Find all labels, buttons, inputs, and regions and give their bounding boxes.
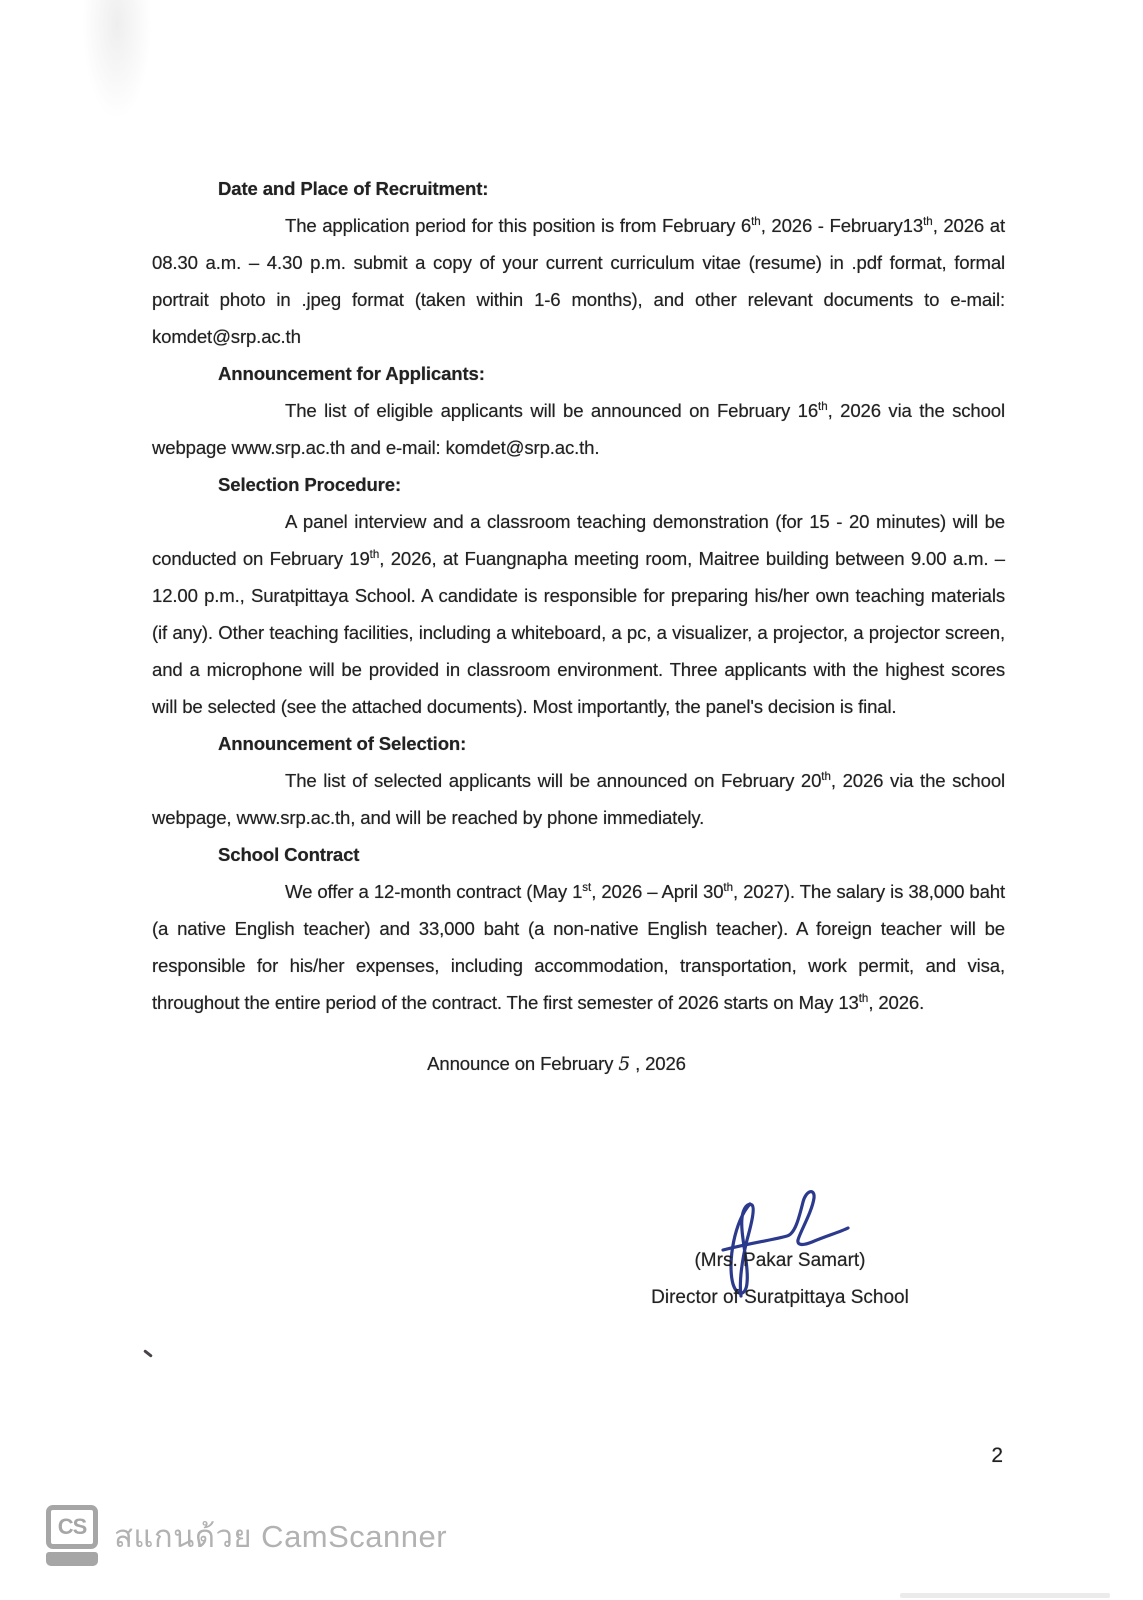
scan-edge-shadow <box>900 1593 1110 1598</box>
camscanner-watermark-text: สแกนด้วย CamScanner <box>114 1519 448 1554</box>
section-paragraph: The list of selected applicants will be announced on February 20th, 2026 via the school webpage, www.srp.ac.th, and will be reached by phone immediately. <box>152 770 1005 828</box>
camscanner-logo-icon <box>46 1505 98 1567</box>
signer-title: Director of Suratpittaya School <box>651 1287 909 1308</box>
section-announcement-applicants <box>152 355 1005 466</box>
announce-suffix: , 2026 <box>635 1053 686 1074</box>
section-selection-procedure <box>152 466 1005 725</box>
section-heading: Announcement for Applicants: <box>218 363 485 384</box>
section-paragraph: A panel interview and a classroom teaching demonstration (for 15 - 20 minutes) will be conducted on February 19th, 2026, at Fuangnapha meeting room, Maitree building between 9.00 a.m. – 12.00 p.m., Suratpittaya School. A candidate is responsible for preparing his/her own teaching materials (if any). Other teaching facilities, including a whiteboard, a pc, a visualizer, a projector, a projector screen, and a microphone will be provided in classroom environment. Three applicants with the highest scores will be selected (see the attached documents). Most importantly, the panel's decision is final. <box>152 511 1005 717</box>
camscanner-watermark <box>46 1505 447 1567</box>
page-number: 2 <box>991 1444 1003 1467</box>
section-paragraph: The list of eligible applicants will be announced on February 16th, 2026 via the school webpage www.srp.ac.th and e-mail: komdet@srp.ac.th. <box>152 400 1005 458</box>
section-heading: School Contract <box>218 844 360 865</box>
section-paragraph: We offer a 12-month contract (May 1st, 2026 – April 30th, 2027). The salary is 38,000 baht (a native English teacher) and 33,000 baht (a non-native English teacher). A foreign teacher will be responsible for his/her expenses, including accommodation, transportation, work permit, and visa, throughout the entire period of the contract. The first semester of 2026 starts on May 13th, 2026. <box>152 881 1005 1013</box>
scan-smudge <box>82 0 152 120</box>
section-date-place <box>152 170 1005 355</box>
section-heading: Announcement of Selection: <box>218 733 467 754</box>
cs-logo-label: CS <box>46 1505 98 1549</box>
document-body <box>152 170 1005 1083</box>
announce-prefix: Announce on February <box>427 1053 614 1074</box>
section-school-contract <box>152 836 1005 1021</box>
announce-date-line <box>130 1045 983 1083</box>
announce-day-handwritten: 5 <box>618 1054 631 1075</box>
signature-block <box>620 1242 940 1316</box>
section-heading: Selection Procedure: <box>218 474 401 495</box>
section-paragraph: The application period for this position is from February 6th, 2026 - February13th, 2026 at 08.30 a.m. – 4.30 p.m. submit a copy of your current curriculum vitae (resume) in .pdf format, formal portrait photo in .jpeg format (taken within 1-6 months), and other relevant documents to e-mail: komdet@srp.ac.th <box>152 215 1005 347</box>
cs-logo-scanner-bed <box>46 1552 98 1566</box>
section-heading: Date and Place of Recruitment: <box>218 178 489 199</box>
section-announcement-selection <box>152 725 1005 836</box>
scan-speck <box>143 1349 153 1358</box>
signer-name: (Mrs. Pakar Samart) <box>694 1250 866 1271</box>
